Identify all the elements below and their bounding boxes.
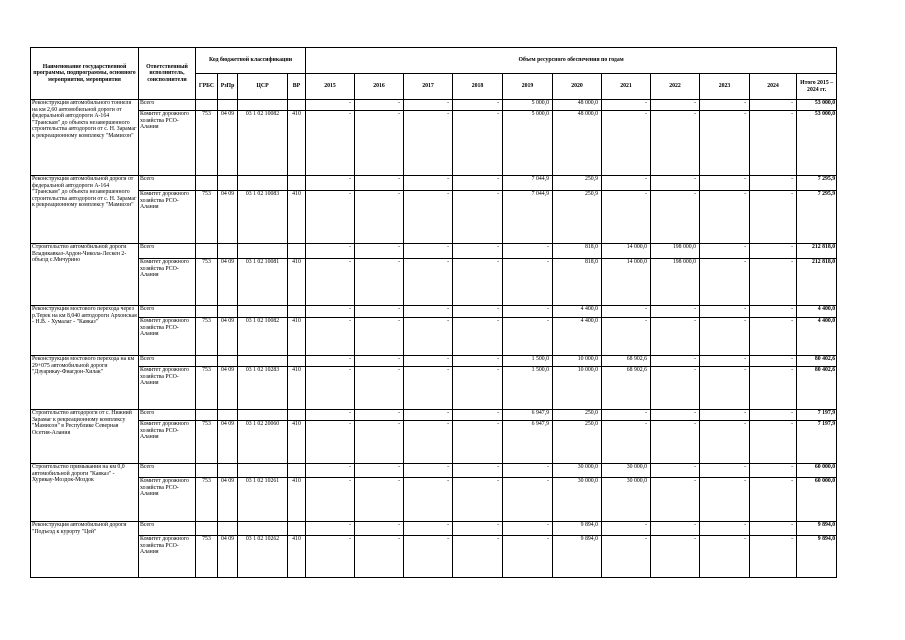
code-csr: 03 1 02 20060 [238, 421, 288, 464]
year-value: - [700, 522, 750, 536]
budget-table [30, 47, 837, 578]
year-value: - [404, 100, 453, 111]
row-label-all: Всего [139, 464, 196, 478]
year-value: - [453, 176, 503, 191]
year-value: - [750, 318, 797, 356]
year-value: - [355, 410, 404, 421]
row-total: 212 818,0 [797, 259, 837, 306]
year-value: - [602, 536, 651, 578]
table-row [31, 536, 837, 578]
year-value: 48 000,0 [553, 111, 602, 176]
year-value: - [404, 191, 453, 244]
table-row [31, 259, 837, 306]
year-value: - [700, 410, 750, 421]
year-value: - [700, 464, 750, 478]
header-executor: Ответственный исполнитель, соисполнители [139, 48, 196, 100]
executor-name: Комитет дорожного хозяйства РСО-Алания [139, 111, 196, 176]
year-value: - [750, 306, 797, 318]
year-value: - [404, 367, 453, 410]
table-row [31, 191, 837, 244]
year-value: - [404, 176, 453, 191]
year-value: - [404, 306, 453, 318]
year-value: - [651, 421, 700, 464]
year-value: - [651, 191, 700, 244]
row-total: 80 402,6 [797, 367, 837, 410]
code-rzpr: 04 09 [218, 478, 238, 522]
year-value: 7 044,9 [503, 176, 553, 191]
code-vr: 410 [288, 259, 306, 306]
table-row [31, 111, 837, 176]
year-value: - [700, 191, 750, 244]
year-value: 4 400,0 [553, 306, 602, 318]
row-total: 80 402,6 [797, 356, 837, 367]
year-value: - [404, 536, 453, 578]
code-grbs: 753 [196, 421, 218, 464]
year-value: - [306, 410, 355, 421]
year-value: - [404, 522, 453, 536]
row-total: 53 000,0 [797, 111, 837, 176]
year-value: - [750, 176, 797, 191]
year-value: 10 000,0 [553, 367, 602, 410]
year-value: - [453, 111, 503, 176]
code-grbs: 753 [196, 318, 218, 356]
activity-name: Строительство автодороги от с. Нижний Зарамаг к рекреационному комплексу "Мамисон" в Республике Северная Осетия-Алания [31, 410, 139, 464]
year-value: - [355, 191, 404, 244]
code-grbs: 753 [196, 259, 218, 306]
year-value: - [700, 111, 750, 176]
executor-name: Комитет дорожного хозяйства РСО-Алания [139, 421, 196, 464]
year-value: 9 894,0 [553, 536, 602, 578]
executor-name: Комитет дорожного хозяйства РСО-Алания [139, 478, 196, 522]
code-grbs: 753 [196, 367, 218, 410]
year-value: 14 000,0 [602, 259, 651, 306]
year-value: - [651, 464, 700, 478]
year-value: 198 000,0 [651, 259, 700, 306]
year-value: - [750, 244, 797, 259]
table-row [31, 464, 837, 478]
year-value: - [306, 306, 355, 318]
executor-name: Комитет дорожного хозяйства РСО-Алания [139, 191, 196, 244]
header-rzpr: РзПр [218, 74, 238, 100]
year-value: - [503, 522, 553, 536]
code-vr: 410 [288, 191, 306, 244]
code-vr: 410 [288, 111, 306, 176]
year-value: - [306, 318, 355, 356]
year-value: - [750, 111, 797, 176]
year-value: - [453, 244, 503, 259]
year-value: - [602, 421, 651, 464]
code-csr: 03 1 02 10283 [238, 367, 288, 410]
table-row [31, 356, 837, 367]
year-value: - [651, 176, 700, 191]
year-value: 48 000,0 [553, 100, 602, 111]
year-value: - [700, 176, 750, 191]
executor-name: Комитет дорожного хозяйства РСО-Алания [139, 318, 196, 356]
year-value: - [404, 464, 453, 478]
year-value: - [453, 522, 503, 536]
header-name: Наименование государственной программы, подпрограммы, основного мероприятия, мероприятия [31, 48, 139, 100]
year-value: - [306, 536, 355, 578]
year-value: 250,9 [553, 176, 602, 191]
year-value: - [602, 111, 651, 176]
year-value: 6 947,9 [503, 410, 553, 421]
year-value: 5 000,0 [503, 100, 553, 111]
year-value: 250,0 [553, 421, 602, 464]
row-total: 4 400,0 [797, 306, 837, 318]
year-value: - [453, 421, 503, 464]
year-value: - [750, 522, 797, 536]
code-rzpr: 04 09 [218, 367, 238, 410]
year-value: - [750, 464, 797, 478]
year-value: - [651, 356, 700, 367]
code-rzpr: 04 09 [218, 318, 238, 356]
code-rzpr: 04 09 [218, 536, 238, 578]
year-value: - [700, 259, 750, 306]
header-year: 2020 [553, 74, 602, 100]
header-codes: Код бюджетной классификации [196, 48, 306, 74]
year-value: - [602, 410, 651, 421]
year-value: - [750, 191, 797, 244]
year-value: - [503, 478, 553, 522]
year-value: 14 000,0 [602, 244, 651, 259]
year-value: 10 000,0 [553, 356, 602, 367]
year-value: 818,0 [553, 244, 602, 259]
year-value: - [355, 464, 404, 478]
year-value: - [602, 318, 651, 356]
code-grbs: 753 [196, 191, 218, 244]
year-value: 198 000,0 [651, 244, 700, 259]
year-value: 68 902,6 [602, 367, 651, 410]
year-value: 818,0 [553, 259, 602, 306]
year-value: - [306, 176, 355, 191]
header-year: 2019 [503, 74, 553, 100]
code-grbs: 753 [196, 478, 218, 522]
row-total: 7 197,9 [797, 421, 837, 464]
year-value: - [651, 306, 700, 318]
code-rzpr: 04 09 [218, 421, 238, 464]
year-value: - [404, 478, 453, 522]
header-year: 2017 [404, 74, 453, 100]
year-value: - [404, 111, 453, 176]
year-value: - [355, 318, 404, 356]
year-value: - [306, 367, 355, 410]
header-vr: ВР [288, 74, 306, 100]
year-value: - [355, 306, 404, 318]
row-total: 212 818,0 [797, 244, 837, 259]
year-value: - [453, 100, 503, 111]
row-total: 7 295,9 [797, 191, 837, 244]
executor-name: Комитет дорожного хозяйства РСО-Алания [139, 259, 196, 306]
year-value: - [651, 367, 700, 410]
row-total: 53 000,0 [797, 100, 837, 111]
code-vr: 410 [288, 421, 306, 464]
row-total: 60 000,0 [797, 464, 837, 478]
year-value: - [453, 536, 503, 578]
year-value: - [651, 100, 700, 111]
year-value: - [453, 464, 503, 478]
executor-name: Комитет дорожного хозяйства РСО-Алания [139, 367, 196, 410]
code-csr: 03 1 02 10083 [238, 191, 288, 244]
year-value: 68 902,6 [602, 356, 651, 367]
header-csr: ЦСР [238, 74, 288, 100]
year-value: - [602, 100, 651, 111]
year-value: - [355, 367, 404, 410]
year-value: - [306, 464, 355, 478]
year-value: - [503, 318, 553, 356]
header-year: 2023 [700, 74, 750, 100]
year-value: - [602, 306, 651, 318]
year-value: - [602, 176, 651, 191]
table-row [31, 306, 837, 318]
year-value: - [602, 191, 651, 244]
year-value: 250,0 [553, 410, 602, 421]
header-year: 2021 [602, 74, 651, 100]
year-value: - [355, 259, 404, 306]
year-value: - [355, 176, 404, 191]
year-value: - [355, 100, 404, 111]
year-value: - [404, 356, 453, 367]
code-rzpr: 04 09 [218, 259, 238, 306]
year-value: - [355, 536, 404, 578]
activity-name: Реконструкция мостового перехода на км 29+075 автомобильной дороги "Дзуарикау-Фиагдон-Хилак" [31, 356, 139, 410]
table-row [31, 410, 837, 421]
row-total: 9 894,0 [797, 522, 837, 536]
year-value: - [306, 421, 355, 464]
code-csr: 03 1 02 10082 [238, 111, 288, 176]
year-value: - [355, 522, 404, 536]
header-year: 2024 [750, 74, 797, 100]
year-value: - [651, 536, 700, 578]
year-value: - [651, 478, 700, 522]
year-value: 7 044,9 [503, 191, 553, 244]
code-grbs: 753 [196, 111, 218, 176]
year-value: - [651, 410, 700, 421]
code-vr: 410 [288, 536, 306, 578]
year-value: - [503, 244, 553, 259]
code-vr: 410 [288, 318, 306, 356]
year-value: - [355, 111, 404, 176]
year-value: - [503, 259, 553, 306]
year-value: 5 000,0 [503, 111, 553, 176]
year-value: - [750, 421, 797, 464]
header-year: 2022 [651, 74, 700, 100]
year-value: 250,9 [553, 191, 602, 244]
year-value: - [306, 111, 355, 176]
code-vr: 410 [288, 367, 306, 410]
activity-name: Реконструкция мостового перехода через р.Терек на км 8,040 автодороги Архонская - Н.В. - Хумалаг - "Кавказ" [31, 306, 139, 356]
year-value: - [453, 356, 503, 367]
year-value: - [750, 100, 797, 111]
year-value: - [355, 421, 404, 464]
table-body [31, 100, 837, 578]
row-label-all: Всего [139, 522, 196, 536]
row-total: 7 295,9 [797, 176, 837, 191]
header-grbs: ГРБС [196, 74, 218, 100]
row-label-all: Всего [139, 410, 196, 421]
year-value: - [404, 318, 453, 356]
code-rzpr: 04 09 [218, 191, 238, 244]
year-value: - [750, 367, 797, 410]
year-value: - [750, 356, 797, 367]
year-value: - [453, 306, 503, 318]
year-value: - [651, 522, 700, 536]
activity-name: Реконструкция автомобильной дороги "Подъезд к курорту "Цей" [31, 522, 139, 578]
year-value: - [700, 356, 750, 367]
year-value: - [306, 259, 355, 306]
year-value: - [453, 367, 503, 410]
header-year: 2016 [355, 74, 404, 100]
year-value: 30 000,0 [553, 464, 602, 478]
year-value: - [453, 410, 503, 421]
code-grbs: 753 [196, 536, 218, 578]
year-value: - [355, 356, 404, 367]
year-value: 30 000,0 [602, 478, 651, 522]
year-value: - [355, 478, 404, 522]
year-value: - [700, 536, 750, 578]
table-row [31, 367, 837, 410]
table-row [31, 522, 837, 536]
year-value: - [700, 421, 750, 464]
table-row [31, 318, 837, 356]
table-row [31, 100, 837, 111]
year-value: - [306, 522, 355, 536]
row-total: 4 400,0 [797, 318, 837, 356]
year-value: - [700, 367, 750, 410]
year-value: - [453, 259, 503, 306]
row-total: 9 894,0 [797, 536, 837, 578]
year-value: 9 894,0 [553, 522, 602, 536]
table-row [31, 478, 837, 522]
activity-name: Реконструкция автомобильной дороги от федеральной автодороги А-164 "Транскам" до объекта незавершенного строительства автодороги от с. Н. Зарамаг к рекреационному комплексу "Мамисон" [31, 176, 139, 244]
year-value: - [404, 259, 453, 306]
code-csr: 03 1 02 10261 [238, 478, 288, 522]
row-label-all: Всего [139, 100, 196, 111]
year-value: - [404, 421, 453, 464]
year-value: - [700, 318, 750, 356]
row-label-all: Всего [139, 176, 196, 191]
year-value: - [503, 306, 553, 318]
year-value: - [306, 478, 355, 522]
year-value: - [651, 111, 700, 176]
activity-name: Строительство автомобильной дороги Владикавказ-Ардон-Чикола-Лескен 2-объезд с.Мичурино [31, 244, 139, 306]
year-value: 30 000,0 [553, 478, 602, 522]
row-total: 60 000,0 [797, 478, 837, 522]
year-value: - [503, 464, 553, 478]
year-value: - [404, 244, 453, 259]
year-value: - [750, 536, 797, 578]
header-volume: Объем ресурсного обеспечения по годам [306, 48, 837, 74]
table-row [31, 176, 837, 191]
year-value: - [750, 410, 797, 421]
table-row [31, 244, 837, 259]
year-value: 1 500,0 [503, 356, 553, 367]
year-value: - [700, 100, 750, 111]
year-value: 4 400,0 [553, 318, 602, 356]
year-value: - [700, 478, 750, 522]
code-csr: 03 1 02 10262 [238, 536, 288, 578]
year-value: - [306, 244, 355, 259]
table-row [31, 421, 837, 464]
header-year: 2015 [306, 74, 355, 100]
year-value: - [453, 191, 503, 244]
year-value: 30 000,0 [602, 464, 651, 478]
activity-name: Строительство примыкания на км 0,0 автомобильной дороги "Кавказ" - Хурикау-Моздок-Моздок [31, 464, 139, 522]
row-label-all: Всего [139, 244, 196, 259]
header-year: 2018 [453, 74, 503, 100]
year-value: - [306, 191, 355, 244]
year-value: - [306, 100, 355, 111]
year-value: - [355, 244, 404, 259]
row-label-all: Всего [139, 306, 196, 318]
year-value: - [651, 318, 700, 356]
row-total: 7 197,9 [797, 410, 837, 421]
year-value: - [404, 410, 453, 421]
code-rzpr: 04 09 [218, 111, 238, 176]
code-csr: 03 1 02 10081 [238, 259, 288, 306]
year-value: - [453, 478, 503, 522]
year-value: - [700, 306, 750, 318]
year-value: - [306, 356, 355, 367]
header-total: Итого 2015 – 2024 гг. [797, 74, 837, 100]
year-value: - [750, 259, 797, 306]
year-value: - [602, 522, 651, 536]
code-csr: 03 1 02 10082 [238, 318, 288, 356]
year-value: 1 500,0 [503, 367, 553, 410]
year-value: - [503, 536, 553, 578]
year-value: 6 947,9 [503, 421, 553, 464]
code-vr: 410 [288, 478, 306, 522]
activity-name: Реконструкция автомобильного тоннеля на км 2,60 автомобильной дороги от федеральной автодороги А-164 "Транскам" до объекта незавершенного строительства автодороги от с. Н. Зарамаг к рекреационному комплексу "Мамисон" [31, 100, 139, 176]
year-value: - [750, 478, 797, 522]
executor-name: Комитет дорожного хозяйства РСО-Алания [139, 536, 196, 578]
year-value: - [453, 318, 503, 356]
row-label-all: Всего [139, 356, 196, 367]
year-value: - [700, 244, 750, 259]
